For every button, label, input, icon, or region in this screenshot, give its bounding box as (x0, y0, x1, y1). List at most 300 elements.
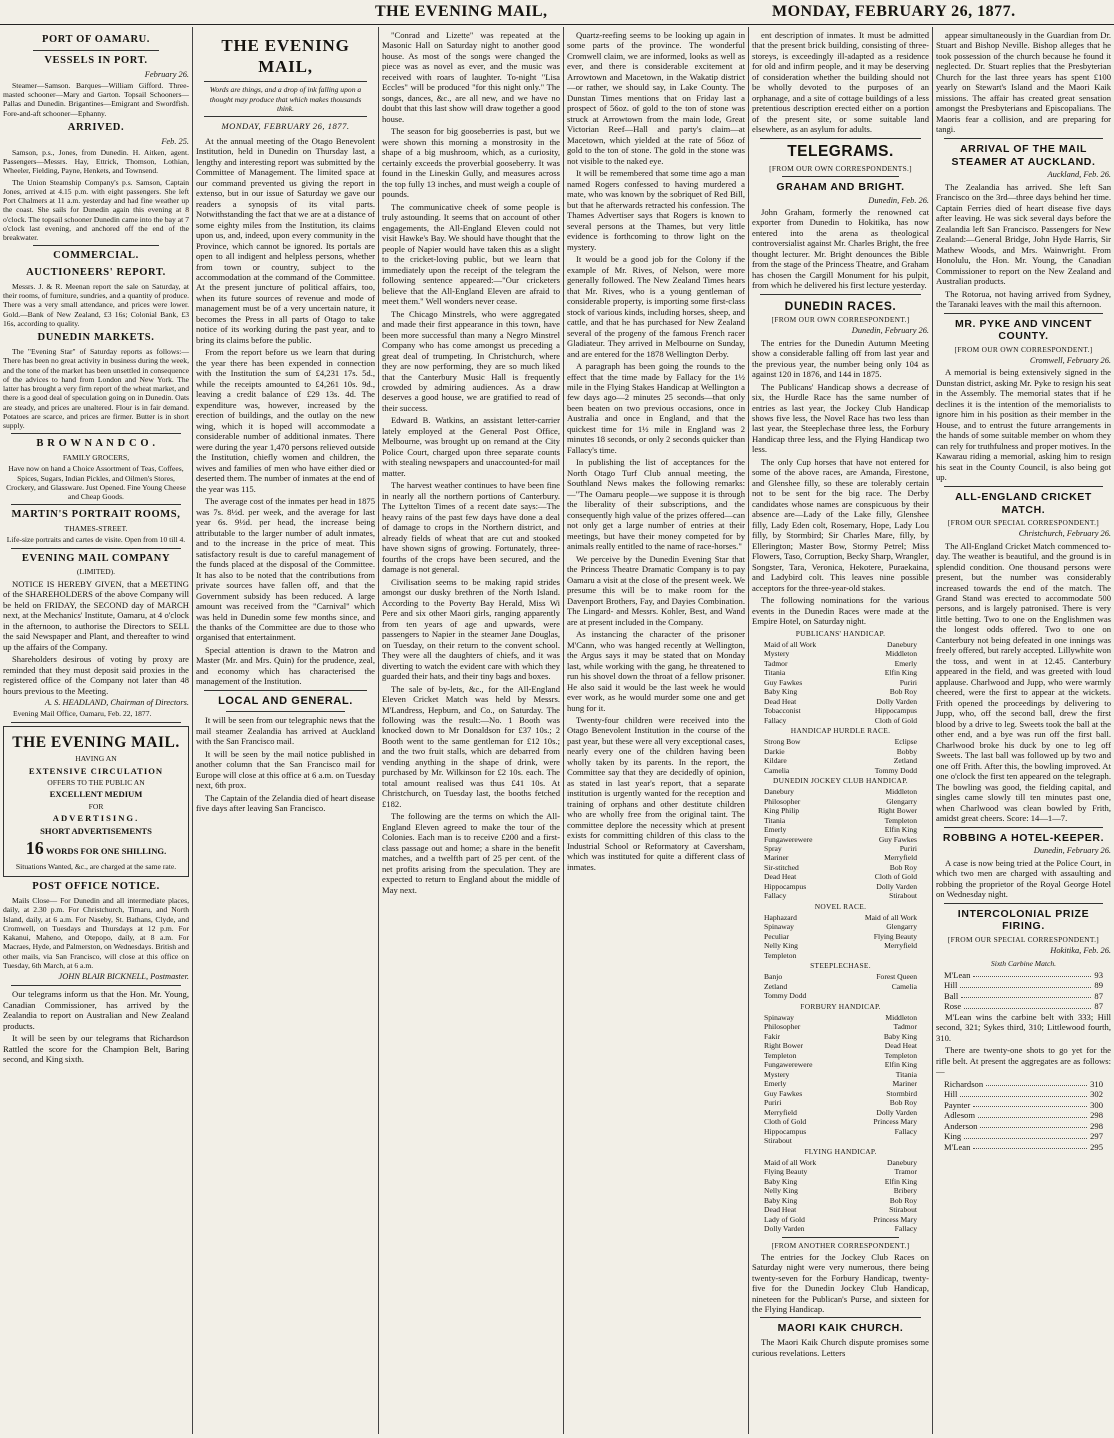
commercial-heading: COMMERCIAL. (53, 250, 139, 262)
markets-heading: DUNEDIN MARKETS. (37, 332, 155, 344)
race-entry-row (764, 835, 917, 844)
dot-leader (978, 1110, 1087, 1117)
shooter-name: Rose (944, 1001, 962, 1012)
race-entry-row (764, 1060, 917, 1069)
ad-wanted: Situations Wanted, &c., are charged at the same rate. (15, 862, 177, 872)
horse-name: Stirabout (764, 1136, 792, 1146)
flying-list (752, 1158, 929, 1234)
dot-leader (986, 1079, 1087, 1086)
telegram-note-2: It will be seen by our telegrams that Richardson Rattled the score for the Champion Belt, Baring second, and King sixth. (3, 1033, 189, 1065)
race-entry-row (764, 1041, 917, 1050)
shooter-name: Adlesom (944, 1110, 976, 1121)
vessels-date: February 26. (144, 69, 189, 79)
horse-name: Princess Mary (873, 1117, 917, 1127)
divider (204, 690, 367, 691)
brown-sub: FAMILY GROCERS, (62, 453, 130, 463)
race-entry-row (764, 640, 917, 649)
divider (782, 1237, 899, 1238)
shooter-name: M'Lean (944, 1141, 971, 1152)
shooter-name: Richardson (944, 1078, 984, 1089)
ad-offers: OFFERS TO THE PUBLIC AN (47, 778, 145, 788)
publicans-list (752, 640, 929, 725)
post-heading: POST OFFICE NOTICE. (32, 881, 160, 893)
divider (11, 985, 181, 986)
ad-for: FOR (88, 801, 104, 811)
horse-name: Hippocampus (874, 706, 917, 716)
novel-heading: NOVEL RACE. (814, 901, 867, 911)
horse-name: Fallacy (764, 715, 787, 725)
horse-name: Right Bower (764, 1041, 804, 1051)
horse-name: Emerly (764, 825, 787, 835)
column-5 (749, 30, 932, 1434)
horse-name: Middleton (885, 787, 917, 797)
horse-name: Dead Heat (764, 872, 797, 882)
score-row (944, 980, 1103, 990)
horse-name: Baby King (883, 1031, 917, 1041)
dot-leader (960, 980, 1091, 987)
arrived-date: Feb. 25. (161, 136, 189, 146)
telegrams-from: [FROM OUR OWN CORRESPONDENTS.] (769, 163, 912, 173)
horse-name: Tobacconist (764, 706, 801, 716)
race-entry-row (764, 1051, 917, 1060)
horse-name: Baby King (764, 1195, 798, 1205)
horse-name: Mystery (764, 649, 790, 659)
shooter-score: 93 (1094, 969, 1103, 980)
news-paragraph: Twenty-four children were received into the Otago Benevolent Institution in the course of the past year, but these were all very exceptional cases, nearly every one of the children having been wholly taken by its parents. In the report, the Committee say that they are decidedly of opinion, as stated in last year's report, that a separate institution is urgently wanted for the reception and training of orphans and other destitute children who are wholly free from the original taint. The committee deplore the necessity which at present exists for committing children of this class to the Industrial School or Reformatory at Caversham, which was instituted for quite a different class of inmates. (567, 715, 745, 872)
horse-name: Elfin King (884, 1176, 917, 1186)
horse-name: Strong Bow (764, 737, 801, 747)
horse-name: Zetland (893, 756, 917, 766)
race-entry-row (764, 1186, 917, 1195)
horse-name: Baby King (764, 1176, 798, 1186)
horse-name: Elfin King (884, 1060, 917, 1070)
editorial-date: MONDAY, FEBRUARY 26, 1877. (221, 121, 350, 132)
horse-name: Bribery (893, 1186, 917, 1196)
arrival-heading: ARRIVAL OF THE MAIL STEAMER AT AUCKLAND. (951, 142, 1096, 168)
novel-list (752, 913, 929, 960)
horse-name: King Philip (764, 806, 800, 816)
shooter-score: 300 (1090, 1099, 1103, 1110)
dot-leader (964, 1131, 1087, 1138)
horse-name: Titania (895, 1069, 917, 1079)
race-entry-row (764, 863, 917, 872)
races-from: [FROM OUR OWN CORRESPONDENT.] (771, 315, 910, 325)
horse-name: Fallacy (764, 891, 787, 901)
robbing-text: A case is now being tried at the Police Court, in which two men are charged with assaulting and robbing the proprietor of the Royal George Hotel on Wednesday night. (936, 857, 1111, 900)
flying-heading: FLYING HANDICAP. (804, 1146, 877, 1156)
news-paragraph: Quartz-reefing seems to be looking up again in some parts of the province. The wonderful Cromwell claim, we are informed, looks as well as ever, and there is considerable excitement at Arrowtown and Macetown, in the Wakatip district—or rather, we should say, in Lake County. The Dunstan Times mentions that on Friday last a prospect of 56oz. of gold to the ton of stone was struck at Arrowtown from the main lode, Great Victorian Reef—Hall and party's claim—at Macetown, which yielded at the rate of 56oz of gold to the ton of stone. The gold in the stone was not visible to the naked eye. (567, 30, 745, 166)
arrival-date: Auckland, Feb. 26. (1047, 170, 1111, 180)
race-entry-row (764, 747, 917, 756)
horse-name: Puriri (764, 1098, 782, 1108)
news-paragraph: We perceive by the Dunedin Evening Star that the Princess Theatre Dramatic Company is to pay Oamaru a visit at the close of the present week. We presume this will be to make room for the Davenport Brothers, Fay, and Dayies Combination. The Lingard- and Messrs. Kohler, Best, and Wand are at present included in the Company. (567, 553, 745, 627)
shooter-score: 297 (1090, 1131, 1103, 1142)
horse-name: Middleton (885, 649, 917, 659)
dot-leader (960, 1089, 1087, 1096)
news-paragraph: Edward B. Watkins, an assistant letter-carrier lately employed at the General Post Office, Melbourne, was brought up on remand at the City Police Court, charged upon three separate counts with stealing newspapers and unaccounted-for mail matter. (382, 415, 560, 478)
race-entry-row (764, 766, 917, 775)
horse-name: Fallacy (894, 1126, 917, 1136)
shooter-score: 87 (1094, 1001, 1103, 1012)
dot-leader (973, 1100, 1087, 1107)
divider (226, 711, 345, 712)
horse-name: Emerly (764, 1079, 787, 1089)
shooter-name: Hill (944, 1089, 958, 1100)
company-office: Evening Mail Office, Oamaru, Feb. 22, 1877. (13, 709, 152, 719)
divider (760, 294, 921, 295)
maori-text: The Maori Kaik Church dispute promises some curious revelations. Letters (752, 1337, 929, 1358)
local-paragraph: The Captain of the Zelandia died of heart disease five days after leaving San Francisco. (196, 792, 375, 814)
horse-name: Nelly King (764, 1186, 798, 1196)
jockey-heading: DUNEDIN JOCKEY CLUB HANDICAP. (773, 776, 908, 786)
horse-name: Guy Fawkes (878, 834, 917, 844)
horse-name: Templeton (884, 815, 917, 825)
race-entry-row (764, 659, 917, 668)
horse-name: Middleton (885, 1012, 917, 1022)
race-entry-row (764, 1158, 917, 1167)
horse-name: Bob Roy (889, 862, 917, 872)
prize-heading: INTERCOLONIAL PRIZE FIRING. (957, 907, 1090, 933)
divider (944, 486, 1103, 487)
local-paragraph: It will be seen from our telegraphic news that the mail steamer Zealandia has arrived at Auckland with the San Francisco mail. (196, 715, 375, 747)
ad-title: THE EVENING MAIL. (12, 733, 180, 751)
horse-name: Dead Heat (764, 696, 797, 706)
column-2 (193, 30, 378, 1434)
advertising-box (3, 726, 189, 878)
ad-advertising: ADVERTISING. (52, 813, 140, 824)
race-entry-row (764, 1032, 917, 1041)
divider (944, 313, 1103, 314)
column-4 (564, 30, 748, 1434)
race-entry-row (764, 941, 917, 950)
telegrams-heading: TELEGRAMS. (787, 142, 894, 160)
brown-heading: B R O W N A N D C O . (36, 438, 156, 450)
horse-name: Mariner (764, 853, 789, 863)
horse-name: Stormbird (886, 1088, 917, 1098)
column-1 (0, 30, 192, 1434)
horse-name: Dead Heat (884, 1041, 917, 1051)
horse-name: Baby King (764, 687, 798, 697)
horse-name: Princess Mary (873, 1214, 917, 1224)
horse-name: Philosopher (764, 1022, 801, 1032)
race-entry-row (764, 1117, 917, 1126)
horse-name: Haphazard (764, 912, 797, 922)
horse-name: Templeton (764, 1050, 797, 1060)
horse-name: Right Bower (877, 806, 917, 816)
divider (11, 504, 181, 505)
news-paragraph: "Conrad and Lizette" was repeated at the Masonic Hall on Saturday night to another good house. As most of the songs were changed the piece was as novel as ever, and the music was received with roars of laughter. To-night "Lisa Eccles" will be produced "for this night only." The songs, dances, &c., are all new, and we have no doubt that this last show will draw together a good house. (382, 30, 560, 124)
score-row (944, 1121, 1103, 1131)
race-entry-row (764, 697, 917, 706)
divider (944, 827, 1103, 828)
horse-name: Bob Roy (889, 1195, 917, 1205)
race-entry-row (764, 678, 917, 687)
carbine-scores (936, 970, 1111, 1012)
forbury-list (752, 1013, 929, 1146)
editorial-title: THE EVENING MAIL, (221, 36, 350, 76)
cricket-text: The All-England Cricket Match commenced to-day. The weather is beautiful, and the ground is in splendid condition. One thousand persons were present, but the number was considerably increased towards the end of the match. The Grand Stand was erected to accommodate 500 persons, and is largely patronised. There is very little betting. Two to one on the Englishmen was the longest odds offered. Two to one on Canterbury not being defeated in one innings was freely offered, but rarely accepted. Lillywhite won the toss, and went in at 12.45. Canterbury appeared in the field, and was greeted with loud applause. Charlwood and Jupp, who were warmly cheered, were the first to appear at the wickets. Frith opened the proceedings by delivering to Jupp, who, off the second ball, drew the first blood by a drive to leg. Sweets took the ball at the other end, and a bye was run off the first ball. Charlwood broke his duck by one to leg off Sweets. The last ball was followed up by two and one off Frith. After this, the bowling improved. At one o'clock the first ten appeared on the telegraph. The bowling was good, the fielding capital, and singles came slowly till ten minutes past one, when Charlwood was clean bowled by Frith, amidst great cheers. Score: 14—1—7. (936, 540, 1111, 824)
pyke-date: Cromwell, February 26. (1029, 356, 1111, 366)
race-entry-row (764, 872, 917, 881)
horse-name: Camelia (764, 765, 790, 775)
race-entry-row (764, 816, 917, 825)
horse-name: Templeton (884, 1050, 917, 1060)
race-entry-row (764, 1089, 917, 1098)
score-row (944, 1001, 1103, 1011)
dot-leader (973, 1142, 1087, 1149)
race-entry-row (764, 922, 917, 931)
publicans-heading: PUBLICANS' HANDICAP. (795, 628, 886, 638)
races-date: Dunedin, February 26. (851, 326, 929, 336)
horse-name: Dolly Varden (876, 696, 917, 706)
horse-name: Danebury (887, 639, 917, 649)
race-entry-row (764, 1196, 917, 1205)
horse-name: Sir-stitched (764, 862, 799, 872)
horse-name: Cloth of Gold (874, 872, 917, 882)
race-entry-row (764, 1205, 917, 1214)
horse-name: Tramor (894, 1167, 917, 1177)
news-paragraph: It would be a good job for the Colony if the example of Mr. Rives, of Nelson, were more generally followed. The New Zealand Times hears that Mr. Rives, who is a young gentleman of considerable property, is importing some first-class stock of various kinds, including horses, sheep, and cattle, and that he has purchased for New Zealand several of the progeny of the famous French racer Gladiateur. They arrived in Melbourne on Sunday, and are entered for the 1878 Wellington Derby. (567, 254, 745, 359)
arrived-text: Samson, p.s., Jones, from Dunedin. H. Aitken, agent. Passengers—Messrs. Hay, Ettrick, Thomson, Lothian, Wheeler, Fielding, Payne, Henkets, and Townsend. (3, 147, 189, 176)
cricket-heading: ALL-ENGLAND CRICKET MATCH. (955, 490, 1092, 516)
horse-name: Danebury (887, 1157, 917, 1167)
horse-name: Titania (764, 815, 786, 825)
news-paragraph: The communicative cheek of some people is truly astounding. It seems that on account of other engagements, the All-England Eleven could not visit Hawke's Bay. We should have thought that the people of Napier would have taken this as a slight to the cricket-loving public, but we learn that immediately upon the receipt of the telegram the following sentence appeared:—"Our cricketers believe that the All-England Eleven are afraid to meet them." Well wonders never cease. (382, 201, 560, 307)
prize-from: [FROM OUR SPECIAL CORRESPONDENT.] (947, 935, 1100, 945)
horse-name: Templeton (764, 950, 797, 960)
news-paragraph: The harvest weather continues to have been fine in nearly all the northern portions of Canterbury. The Lyttelton Times of a recent date says:—The heavy rains of the past few days have done a deal of damage to crops in the Northern district, and already fields of wheat that are cut and stooked have shown signs of growing. Fortunately, three-fourths of the crops have been secured, and the damage is not general. (382, 480, 560, 575)
score-row (944, 1100, 1103, 1110)
race-entry-row (764, 1136, 917, 1145)
race-entry-row (764, 737, 917, 746)
shooter-score: 89 (1094, 980, 1103, 991)
news-paragraph: The season for big gooseberries is past, but we were shown this morning a monstrosity in the shape of a big mushroom, which, as a curiosity, certainly exceeds the proverbial gooseberry. It was found in the Lineskin Gully, and measures across the top fully 13 inches, and must weigh a couple of pounds. (382, 126, 560, 200)
race-entry-row (764, 787, 917, 796)
horse-name: Tadmor (893, 1022, 917, 1032)
graham-text: John Graham, formerly the renowned cat exporter from Dunedin to Hokitika, has now entered into the arena as theological controversialist against Mr. Charles Bright, the free thought lecturer. Mr. Bright denounces the Bible from the stage of the Princess Theatre, and Graham has chosen the Cargill Monument for his pulpit, from which he delivered his first lecture yesterday. (752, 206, 929, 291)
horse-name: Elfin King (884, 668, 917, 678)
markets-text: The "Evening Star" of Saturday reports as follows:—There has been no great activity in business during the week, and the tone of the market has been unsettled in consequence of the advices to hand from London and New York. The latter has brought a very firm report of the wheat market, and there is a good deal of speculation going on in Dunedin. Oats are steady, and prices are unaltered. Flour is in fair demand. Potatoes are scarce, and prices are firmer. Butter is in short supply. (3, 347, 190, 431)
race-entry-row (764, 1108, 917, 1117)
company-notice: NOTICE IS HEREBY GIVEN, that a MEETING of the SHAREHOLDERS of the above Company will be held on FRIDAY, the SECOND day of MARCH next, at the Mechanics' Institute, Oamaru, at 4 o'clock in the afternoon, to authorise the Directors to SELL the said Newspaper and Plant, and thereafter to wind up the affairs of the Company. (3, 578, 189, 652)
race-entry-row (764, 844, 917, 853)
divider (204, 116, 367, 117)
races-text: The following nominations for the various events in the Dunedin Races were made at the Empire Hotel, on Saturday night. (752, 595, 929, 627)
post-sign: JOHN BLAIR BICKNELL, Postmaster. (58, 972, 189, 982)
horse-name: Kildare (764, 756, 787, 766)
column-3 (379, 30, 563, 1434)
dot-leader (980, 1121, 1087, 1128)
jockey-list (752, 787, 929, 901)
horse-name: Nelly King (764, 941, 798, 951)
race-entry-row (764, 982, 917, 991)
editorial-paragraph: Special attention is drawn to the Matron and Master (Mr. and Mrs. Quin) for the prudence, zeal, and economy which has characterised the management of the Institution. (196, 644, 375, 687)
race-entry-row (764, 853, 917, 862)
horse-name: Banjo (764, 972, 783, 982)
news-paragraph: A paragraph has been going the rounds to the effect that the time made by Fallacy for the 1½ mile in the Flying Stakes Handicap at Wellington a few days ago—2 minutes 25 seconds—that only been beaten on two previous occasions, once in Australia and once in England, and that the quickest time for 1½ mile in England was 2 minutes 18 seconds, or only 2 seconds quicker than Fallacy's time. (567, 361, 745, 455)
masthead-title: THE EVENING MAIL, (375, 3, 548, 20)
divider (944, 903, 1103, 904)
races-text: The entries for the Dunedin Autumn Meeting show a considerable falling off from last year and the previous year, the number being only 104 as against 120 in 1876, and 144 in 1875. (752, 337, 929, 380)
auction-heading: AUCTIONEERS' REPORT. (26, 267, 166, 279)
shooter-score: 87 (1094, 990, 1103, 1001)
martin-text: Life-size portraits and cartes de visite. Open from 10 till 4. (6, 535, 186, 545)
ad-excellent: EXCELLENT MEDIUM (49, 789, 143, 800)
news-paragraph: The following are the terms on which the All-England Eleven agreed to make the tour of the Colonies. Each man is to receive £200 and a first-class passage out and home; a share in the benefit matches, and a twelfth part of 25 per cent. of the net profits arising from the speculation. They are expected to return to England about the middle of May next. (382, 811, 560, 895)
prize-text: There are twenty-one shots to go yet for the rifle belt. At present the aggregates are as follows:— (936, 1045, 1111, 1077)
horse-name: Flying Beauty (764, 1167, 808, 1177)
score-row (944, 970, 1103, 980)
horse-name: Dolly Varden (764, 1224, 805, 1234)
race-entry-row (764, 1022, 917, 1031)
arrival-text: The Zealandia has arrived. She left San Francisco on the 3rd—three days behind her time. Captain Ferries died of heart disease five days after leaving. He was sick several days before the Zealandia left San Francisco. Passengers for New Zealand:—General Bridge, John Hyde Harris, Sir Mathew Woods, and Mrs. Wainwright. From Honolulu, the Hon. Mr. Young, the Canadian Commissioner to report on the New Zealand and Australian products. (936, 181, 1111, 287)
dot-leader (961, 991, 1091, 998)
race-entry-row (764, 1098, 917, 1107)
union-text: The Union Steamship Company's p.s. Samson, Captain Jones, arrived at 4.15 p.m. with eight passengers. She left Port Chalmers at 11 a.m. yesterday and had fine weather up the coast. She sails for Dunedin again this evening at 8 o'clock. The topsail schooner Dunedin came into the bay at 7 o'clock last evening, and anchored off the end of the breakwater. (3, 177, 189, 243)
score-row (944, 991, 1103, 1001)
horse-name: Eclipse (894, 737, 917, 747)
prize-sub: Sixth Carbine Match. (990, 958, 1057, 968)
local-paragraph: It will be seen by the mail notice published in another column that the San Francisco mail for Europe will close at this office at 6 a.m. on Tuesday next, 6th prox. (196, 748, 375, 791)
news-paragraph: In publishing the list of acceptances for the North Otago Turf Club annual meeting, the Southland News makes the following remarks:—"The Oamaru people—we suppose it is through the liberality of their subscriptions, and the consequently high value of the prizes offered—can not only get a large number of entries at their meetings, but have their money competed for by animals really entitled to the name of race-horses." (567, 457, 745, 552)
editorial-paragraph: At the annual meeting of the Otago Benevolent Institution, held in Dunedin on Thursday last, a lengthy and interesting report was submitted by the Committee of Management. The limited space at our command prevented us giving the report in extenso, but in our issue of Saturday we gave our readers a synopsis of its vital parts. Notwithstanding the fact that we are at a distance of some eighty miles from the Institution, its claims upon us, and, indeed, upon every community in the Province, which cannot be ignored. Its portals are open to all indigent and helpless persons, whether from town or country, subject to the accommodation at the command of the Committee. At the present juncture of political affairs, too, when its future sources of revenue and mode of management must be of a very uncertain nature, it becomes the Press in all parts of Otago to take notice of its working during the past year, and to bring its claims before the public. (196, 135, 375, 345)
shooter-name: King (944, 1131, 962, 1142)
horse-name: Hippocampus (764, 881, 807, 891)
shooter-name: Hill (944, 980, 958, 991)
horse-name: Spinaway (764, 1012, 794, 1022)
horse-name: Darkie (764, 746, 785, 756)
pyke-text: A memorial is being extensively signed in the Dunstan district, asking Mr. Pyke to resign his seat in the Assembly. The memorial states that if he declines it is the intention of the memorialists to ignore him in his position as their member in the House, and to entrust the future arrangements in the hands of some suitable member on whom they can rely for truthfulness and proper motives. In the Kawarau riding a memorial, asking him to resign his seat in the County Council, is also being got up. (936, 367, 1111, 483)
horse-name: Fakir (764, 1031, 781, 1041)
arrival-text: The Rotorua, not having arrived from Sydney, the Taranaki leaves with the mail this afternoon. (936, 288, 1111, 310)
news-paragraph: Civilisation seems to be making rapid strides amongst our dusky brethren of the North Island. According to the Poverty Bay Herald, Miss Wi Pere and six other Maori girls, ranging apparently from ten years of age and upwards, were passengers to Napier in the steamer Jane Douglas, on Tuesday, on their return to the convent school. They were all the daughters of chiefs, and it was diverting to watch the evident care with which they guarded their hats, and their tiny bags and boxes. (382, 576, 560, 682)
race-entry-row (764, 806, 917, 815)
race-entry-row (764, 687, 917, 696)
auction-text: Messrs. J. & R. Meenan report the sale on Saturday, at their rooms, of furniture, sundries, and a quantity of produce. There was a very small attendance, and prices were lower. Gold.—Bank of New Zealand, £3 16s; Colonial Bank, £3 16s, according to quality. (3, 281, 189, 328)
martin-sub: THAMES-STREET. (64, 524, 128, 534)
horse-name: Dolly Varden (876, 881, 917, 891)
horse-name: Spray (764, 843, 782, 853)
horse-name: Guy Fawkes (764, 1088, 803, 1098)
horse-name: Fallacy (894, 1224, 917, 1234)
rifle-scores (936, 1079, 1111, 1152)
divider (782, 176, 899, 177)
race-entry-row (764, 991, 917, 1000)
horse-name: Bob Roy (889, 687, 917, 697)
horse-name: Tadmor (764, 658, 788, 668)
horse-name: Cloth of Gold (874, 715, 917, 725)
race-entry-row (764, 891, 917, 900)
horse-name: Forest Queen (876, 972, 917, 982)
horse-name: Merryfield (764, 1107, 797, 1117)
horse-name: Cloth of Gold (764, 1117, 807, 1127)
steeple-list (752, 972, 929, 1000)
horse-name: Bob Roy (889, 1098, 917, 1108)
martin-heading: MARTIN'S PORTRAIT ROOMS, (11, 509, 181, 521)
horse-name: Emerly (894, 658, 917, 668)
ad-extensive: EXTENSIVE CIRCULATION (28, 765, 164, 776)
horse-name: Danebury (764, 787, 794, 797)
telegram-note: Our telegrams inform us that the Hon. Mr. Young, Canadian Commissioner, has arrived by the Zealandia to report on Australian and New Zealand products. (3, 989, 189, 1031)
shooter-score: 302 (1090, 1089, 1103, 1100)
column-6 (933, 30, 1114, 1434)
horse-name: Peculiar (764, 931, 789, 941)
shooter-name: M'Lean (944, 969, 971, 980)
horse-name: Tommy Dodd (764, 991, 807, 1001)
horse-name: Stirabout (889, 891, 917, 901)
horse-name: Maid of all Work (764, 1157, 817, 1167)
race-entry-row (764, 1177, 917, 1186)
news-paragraph: The Chicago Minstrels, who were aggregated and made their first appearance in this town, have been more successful than many a Negro Minstrel Company who has come amongst us preceding a great deal of trumpeting. In Christchurch, where they are now performing, they are so much liked that the Canterbury Music Hall is frequently crowded by admiring audiences. As a draw deserves a good house, we are gratified to read of their success. (382, 308, 560, 413)
shooter-name: Ball (944, 990, 959, 1001)
pyke-from: [FROM OUR OWN CORRESPONDENT.] (954, 345, 1093, 355)
horse-name: Merryfield (884, 853, 917, 863)
horse-name: Merryfield (884, 941, 917, 951)
horse-name: Dead Heat (764, 1205, 797, 1215)
masthead (0, 0, 1114, 25)
vessels-heading: VESSELS IN PORT. (44, 54, 148, 66)
race-entry-row (764, 756, 917, 765)
local-heading: LOCAL AND GENERAL. (218, 694, 353, 707)
hurdle-list (752, 737, 929, 775)
editorial-paragraph: From the report before us we learn that during the year there has been expended in connection with the Institution the sum of £4,231 17s. 5d., while the receipts amounted to £4,261 10s. 9d., leaving a credit balance of £29 13s. 4d. The expenditure was, however, increased by the erection of buildings, and the outlay on the new wing, which it is hoped will accommodate a considerable number of additional inmates. There were during the year 1,470 persons relieved outside the Institution, chiefly women and children, the wives and families of men who have either died or deserted them. The number of inmates at the end of the year was 115. (196, 347, 375, 494)
prize-text: M'Lean wins the carbine belt with 333; Hill second, 321; Sykes third, 310; Littlewood fourth, 310. (936, 1011, 1111, 1043)
horse-name: Guy Fawkes (764, 677, 803, 687)
horse-name: Maid of all Work (864, 912, 917, 922)
race-entry-row (764, 797, 917, 806)
race-entry-row (764, 1127, 917, 1136)
horse-name: Puriri (899, 843, 917, 853)
horse-name: Zetland (764, 981, 788, 991)
divider (33, 245, 159, 246)
race-entry-row (764, 932, 917, 941)
horse-name: Flying Beauty (873, 931, 917, 941)
race-entry-row (764, 951, 917, 960)
race-entry-row (764, 1079, 917, 1088)
horse-name: Tommy Dodd (874, 765, 917, 775)
horse-name: Dolly Varden (876, 1107, 917, 1117)
editorial-paragraph: The average cost of the inmates per head in 1875 was 7s. 8½d. per week, and the average for last year 6s. 9½d. per head, the increase being attributable to the larger number of adult inmates, and to the increase in the price of meat. This satisfactory result is due to careful management of the funds placed at the disposal of the Committee. It has also to be noted that the contributions from private sources have fallen off, and that the Government subsidy has been reduced. A large amount was received from the "Carnival" which was held in Dunedin some few months since, and the thanks of the Committee are due to those who organised that entertainment. (196, 496, 375, 643)
race-entry-row (764, 913, 917, 922)
race-entry-row (764, 706, 917, 715)
horse-name: Mystery (764, 1069, 790, 1079)
shooter-score: 298 (1090, 1110, 1103, 1121)
company-heading: EVENING MAIL COMPANY (21, 552, 171, 564)
dot-leader (973, 970, 1091, 977)
races-text: The only Cup horses that have not entered for some of the above races, are Amanda, Firestone, and Glenshee filly, so these are tolerably certain not to be sent for the big race. The Derby candidates whose names are conspicuous by their absence are—Lady of the Lake filly, Glenshee filly, Lady Eden colt, Rosemary, Hope, Lady Lou filly, by Stormbird; Sir Charles Mare, filly, by Ellerington; Master Bow, Stormy Petrel; Miss Flowers, Taso, Corruption, Becky Sharp, Wrangler, Songster, Tara, Veronica, Hekotere, Puraekaina, and Ladybird colt. This leaves nine possible acceptors for the three-year-old stakes. (752, 456, 929, 593)
races-heading: DUNEDIN RACES. (784, 298, 897, 313)
pyke-heading: MR. PYKE AND VINCENT COUNTY. (954, 317, 1093, 343)
post-text: Mails Close— For Dunedin and all intermediate places, daily, at 2.30 p.m. For Christchurch, Timaru, and North Island, daily, at 6 a.m. For Naseby, St. Bathans, Clyde, and Cromwell, on Tuesdays and Thursdays at 12 p.m. For Kakanui, Maheno, and Otepopo, daily, at 8 a.m. For Macraes, Hyde, and Palmerston, on Wednesdays. British and other mails, via San Francisco, will close at this office on Tuesday, 6th March, at 6 a.m. (3, 896, 189, 970)
horse-name: Mariner (892, 1079, 917, 1089)
score-row (944, 1089, 1103, 1099)
horse-name: Glengarry (886, 796, 917, 806)
port-heading: PORT OF OAMARU. (41, 34, 151, 45)
horse-name: Maid of all Work (764, 639, 817, 649)
shooter-name: Paynter (944, 1099, 971, 1110)
horse-name: Stirabout (889, 1205, 917, 1215)
divider (944, 138, 1103, 139)
company-notice-2: Shareholders desirous of voting by proxy are reminded that they must deposit said proxies in the registered office of the Company not later than 48 hours previous to the Meeting. (3, 654, 189, 696)
cricket-date: Christchurch, February 26. (1018, 529, 1111, 539)
shooter-score: 295 (1090, 1141, 1103, 1152)
cricket-from: [FROM OUR SPECIAL CORRESPONDENT.] (947, 518, 1100, 528)
horse-name: Puriri (899, 677, 917, 687)
race-entry-row (764, 1070, 917, 1079)
divider (760, 138, 921, 139)
score-row (944, 1142, 1103, 1152)
ad-short: SHORT ADVERTISEMENTS (40, 825, 152, 836)
